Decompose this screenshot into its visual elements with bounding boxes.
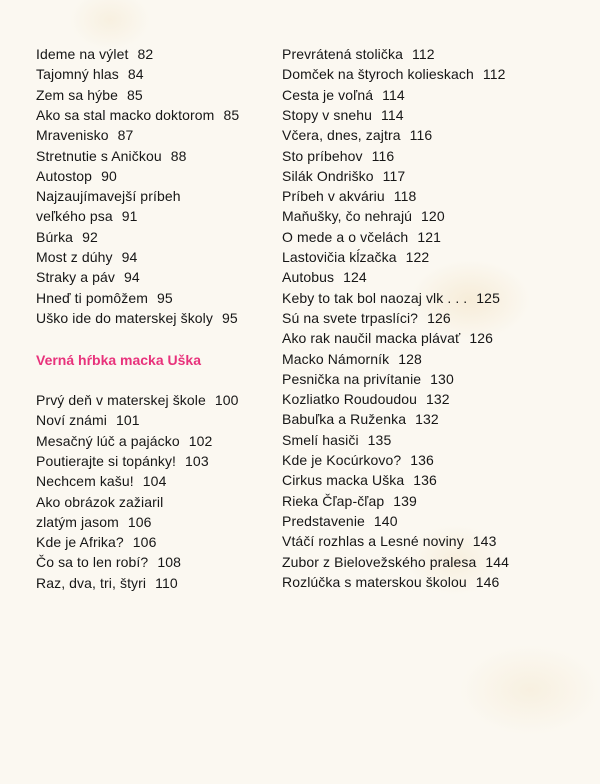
toc-entry-title: Most z dúhy [36,249,113,265]
toc-entry-page-number: 101 [116,412,140,429]
toc-entry [282,391,450,407]
toc-entry-page-number: 140 [373,512,398,529]
toc-entry [36,473,166,489]
toc-entry-title: Silák Ondriško [282,167,374,184]
toc-entry-page-number: 143 [472,533,497,550]
toc-entry-title: veľkého psa [36,208,113,225]
toc-entry [36,127,133,143]
toc-entry-title: Autobus [282,269,335,286]
toc-entry [36,494,172,510]
toc-entry-page-number: 132 [426,391,450,408]
toc-entry [282,87,405,103]
toc-entry-title: Autostop [36,167,93,184]
toc-entry-title: Stopy v snehu [282,106,373,123]
toc-entry [36,168,117,184]
toc-entry-title: Kde je Kocúrkovo? [282,452,402,468]
toc-entry-page-number: 120 [421,208,445,225]
toc-entry-title: Prvý deň v materskej škole [36,392,206,408]
toc-entry-page-number: 106 [127,513,152,530]
toc-entry [282,46,435,62]
toc-entry-title: Pesnička na privítanie [282,370,422,387]
toc-entry-title: Kozliatko Roudoudou [282,391,417,408]
toc-entry-page-number: 94 [124,269,140,286]
toc-entry-page-number: 106 [132,534,157,551]
toc-entry-page-number: 82 [137,46,154,62]
toc-entry [36,554,181,570]
toc-entry-title: Zem sa hýbe [36,86,119,103]
toc-entry-title: Mravenisko [36,127,109,144]
toc-entry-title: Nechcem kašu! [36,473,134,490]
toc-entry [36,107,239,123]
toc-entry-title: Macko Námorník [282,350,390,367]
toc-entry [282,229,441,245]
toc-entry-title: Straky a páv [36,269,116,286]
toc-entry-title: Ideme na výlet [36,46,129,62]
toc-entry-page-number: 121 [417,228,441,245]
toc-entry-page-number: 116 [371,147,395,164]
toc-entry [282,290,500,306]
toc-entry-title: Ako rak naučil macka plávať [282,330,461,347]
toc-entry [36,514,152,530]
toc-entry [36,229,98,245]
toc-entry-page-number: 130 [430,370,454,387]
toc-entry [36,575,178,591]
toc-entry-page-number: 88 [170,147,187,164]
toc-entry-title: Tajomný hlas [36,66,119,83]
toc-entry [282,452,434,468]
toc-entry [282,168,405,184]
toc-entry [36,66,144,82]
toc-entry-title: zlatým jasom [36,513,119,530]
toc-entry-page-number: 102 [188,432,213,449]
toc-entry [36,290,173,306]
toc-entry [282,472,437,488]
toc-entry-page-number: 146 [475,573,500,590]
toc-entry-page-number: 135 [367,431,392,448]
toc-entry-title: Prevrátená stolička [282,46,403,62]
toc-entry-title: Lastovičia kĺzačka [282,249,397,265]
toc-entry-page-number: 84 [127,66,144,83]
toc-entry [36,534,156,550]
toc-entry-page-number: 110 [155,574,178,591]
toc-entry [36,188,190,204]
toc-entry-page-number: 95 [157,289,173,306]
toc-entry-title: Rozlúčka s materskou školou [282,573,467,590]
toc-entry [282,208,445,224]
toc-entry-title: Hneď ti pomôžem [36,289,149,306]
toc-entry [282,533,496,549]
toc-entry-page-number: 125 [476,289,500,306]
toc-entry-title: Predstavenie [282,512,365,529]
toc-entry [282,107,404,123]
toc-entry-page-number: 112 [482,66,506,83]
toc-entry [282,411,439,427]
toc-entry-title: Raz, dva, tri, štyri [36,574,147,591]
toc-entry-title: Keby to tak bol naozaj vlk . . . [282,289,468,306]
toc-entry [36,208,138,224]
toc-entry-page-number: 100 [214,392,239,408]
toc-entry [282,310,451,326]
toc-entry-page-number: 136 [410,452,434,468]
toc-entry-title: Ako sa stal macko doktorom [36,106,215,123]
toc-entry [36,392,239,408]
toc-entry-title: Domček na štyroch kolieskach [282,66,474,83]
toc-entry-page-number: 114 [381,106,404,123]
toc-entry-title: Rieka Čľap-čľap [282,492,385,509]
toc-entry-title: Najzaujímavejší príbeh [36,188,181,205]
toc-entry [282,148,394,164]
toc-entry-page-number: 122 [405,249,430,265]
toc-entry-page-number: 126 [469,330,494,347]
toc-entry-title: Smelí hasiči [282,431,359,448]
toc-entry-page-number: 132 [415,411,439,428]
toc-entry-title: Kde je Afrika? [36,534,124,551]
toc-entry-title: Babuľka a Ruženka [282,411,407,428]
toc-entry-page-number: 136 [413,472,437,489]
toc-entry-page-number: 85 [223,106,240,123]
toc-entry [36,148,187,164]
toc-entry-title: Mesačný lúč a pajácko [36,432,180,449]
toc-entry-title: Sto príbehov [282,147,363,164]
toc-entry-title: Noví známi [36,412,108,429]
toc-entry [36,433,212,449]
toc-entry [282,188,416,204]
toc-entry-page-number: 92 [82,228,98,245]
toc-entry [282,249,429,265]
toc-entry-page-number: 126 [427,309,451,326]
toc-entry [282,330,493,346]
toc-entry-title: Cirkus macka Uška [282,472,405,489]
toc-entry [36,453,209,469]
toc-entry-title: Zubor z Bielovežského pralesa [282,553,477,570]
toc-entry-page-number: 116 [409,127,433,144]
toc-entry-page-number: 108 [157,554,181,571]
toc-entry-page-number: 118 [393,188,417,205]
toc-entry-page-number: 139 [393,492,417,509]
toc-entry-page-number: 90 [101,167,117,184]
section-heading: Verná hŕbka macka Uška [36,352,201,368]
toc-entry [36,46,153,62]
toc-entry [282,493,417,509]
toc-entry-title: Stretnutie s Aničkou [36,147,162,164]
toc-entry [36,310,238,326]
toc-entry [282,554,509,570]
toc-entry-title: Sú na svete trpaslíci? [282,309,419,326]
toc-entry-title: Búrka [36,228,74,245]
toc-entry [282,66,506,82]
toc-entry-page-number: 112 [411,46,435,62]
toc-entry-title: Príbeh v akváriu [282,188,385,205]
toc-entry [282,351,422,367]
toc-entry-page-number: 91 [121,208,138,225]
toc-entry-title: O mede a o včelách [282,228,409,245]
toc-entry-page-number: 117 [382,167,406,184]
toc-entry-title: Včera, dnes, zajtra [282,127,401,144]
toc-entry [282,513,398,529]
toc-entry [282,269,367,285]
toc-entry [282,432,391,448]
toc-entry-title: Maňušky, čo nehrajú [282,208,413,225]
toc-entry [36,249,137,265]
toc-entry-page-number: 114 [382,86,405,103]
toc-entry-page-number: 128 [398,350,422,367]
toc-entry [282,127,432,143]
toc-entry-title: Cesta je voľná [282,86,374,103]
toc-entry-page-number: 85 [127,86,143,103]
toc-entry-page-number: 144 [485,553,510,570]
toc-entry-title: Ako obrázok zažiaril [36,493,164,510]
toc-entry-title: Vtáčí rozhlas a Lesné noviny [282,533,464,550]
toc-entry-title: Čo sa to len robí? [36,554,149,571]
toc-entry [282,574,499,590]
toc-entry [282,371,454,387]
toc-entry-title: Poutierajte si topánky! [36,452,177,469]
toc-entry-page-number: 95 [222,309,238,326]
toc-entry [36,269,140,285]
toc-entry-page-number: 94 [121,249,138,265]
toc-entry [36,412,140,428]
toc-entry-page-number: 124 [343,269,367,286]
toc-entry-page-number: 104 [142,473,167,490]
toc-entry-page-number: 103 [185,452,209,469]
toc-entry-title: Uško ide do materskej školy [36,309,213,326]
toc-entry [36,87,143,103]
toc-entry-page-number: 87 [117,127,134,144]
